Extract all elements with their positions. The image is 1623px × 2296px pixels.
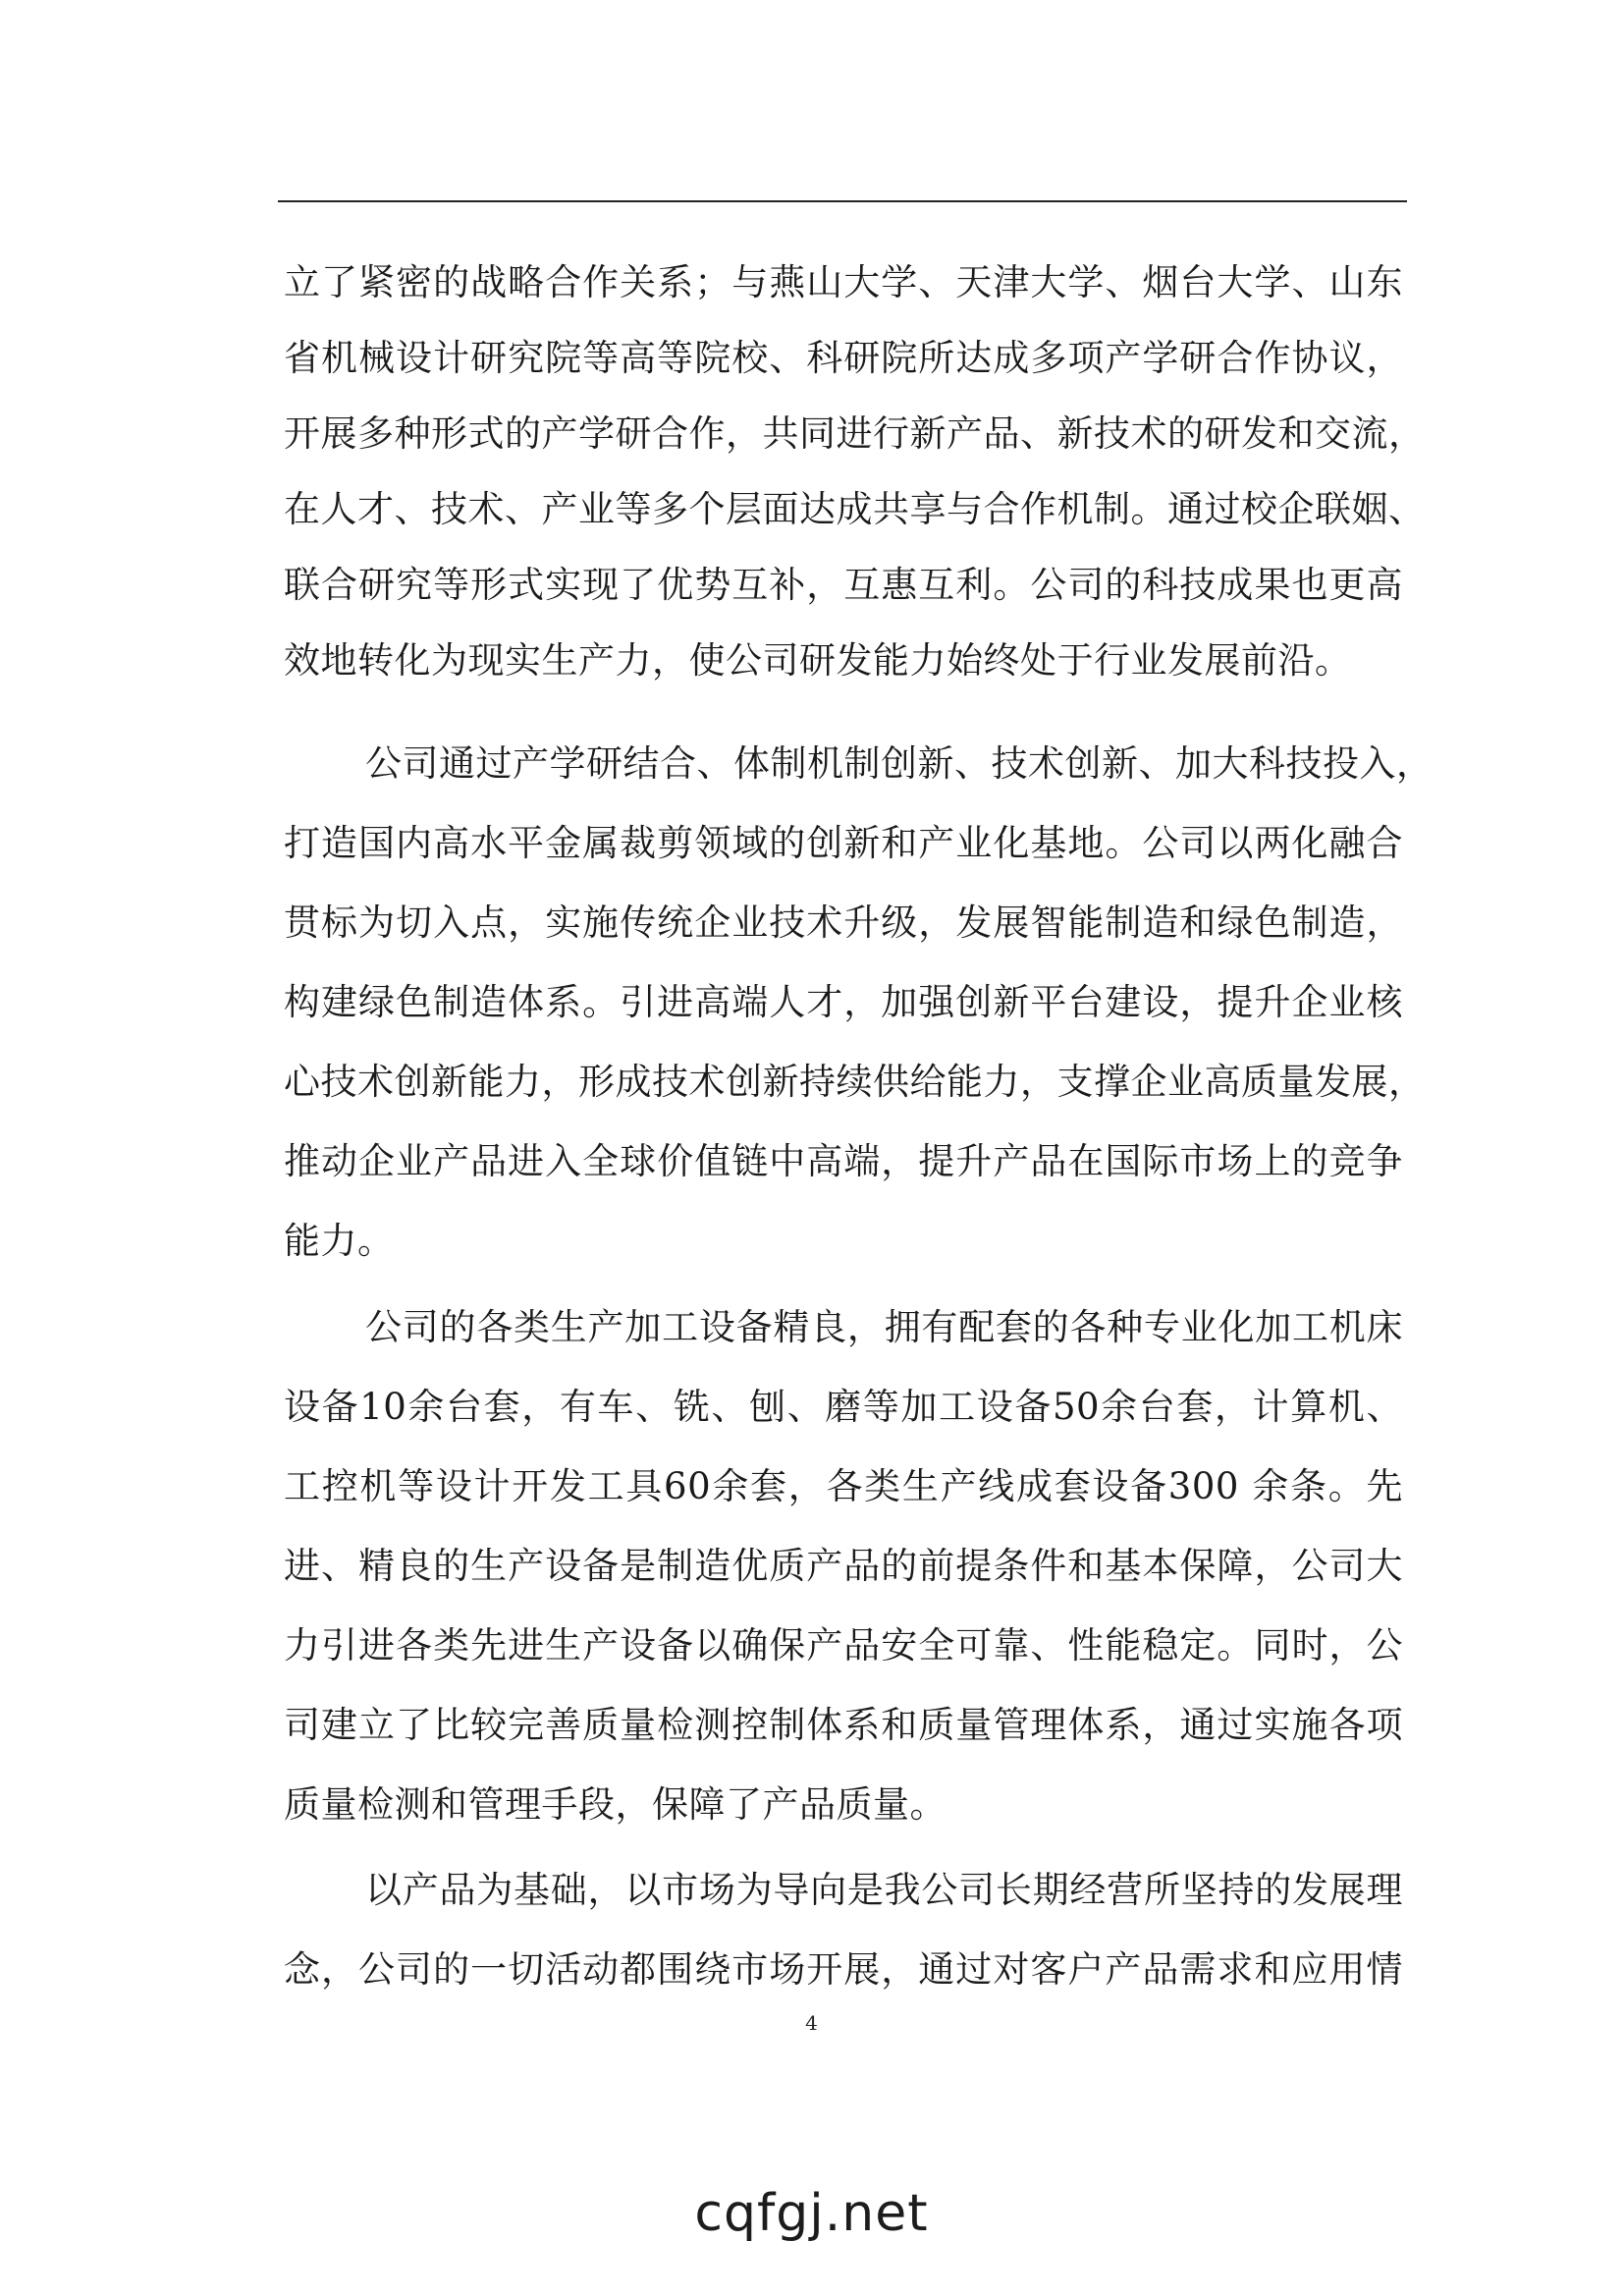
- text-line: 省机械设计研究院等高等院校、科研院所达成多项产学研合作协议，: [284, 337, 1403, 379]
- text-line: 设备10余台套，有车、铣、刨、磨等加工设备50余台套，计算机、: [284, 1386, 1403, 1428]
- text-line: 贯标为切入点，实施传统企业技术升级，发展智能制造和绿色制造，: [284, 902, 1403, 944]
- text-line: 念，公司的一切活动都围绕市场开展，通过对客户产品需求和应用情: [284, 1948, 1403, 1991]
- text-line: 司建立了比较完善质量检测控制体系和质量管理体系，通过实施各项: [284, 1704, 1403, 1746]
- text-line: 能力。: [284, 1220, 395, 1262]
- text-line: 以产品为基础，以市场为导向是我公司长期经营所坚持的发展理: [365, 1869, 1403, 1911]
- text-line: 公司通过产学研结合、体制机制创新、技术创新、加大科技投入，: [365, 742, 1434, 785]
- text-line: 开展多种形式的产学研合作，共同进行新产品、新技术的研发和交流，: [284, 412, 1426, 455]
- text-line: 进、精良的生产设备是制造优质产品的前提条件和基本保障，公司大: [284, 1545, 1403, 1587]
- text-line: 力引进各类先进生产设备以确保产品安全可靠、性能稳定。同时，公: [284, 1624, 1403, 1667]
- text-line: 推动企业产品进入全球价值链中高端，提升产品在国际市场上的竞争: [284, 1140, 1403, 1182]
- text-line: 心技术创新能力，形成技术创新持续供给能力，支撑企业高质量发展，: [284, 1061, 1426, 1103]
- text-line: 效地转化为现实生产力，使公司研发能力始终处于行业发展前沿。: [284, 639, 1352, 682]
- header-rule: [278, 200, 1407, 202]
- watermark-text: cqfgj.net: [694, 2184, 929, 2243]
- text-line: 质量检测和管理手段，保障了产品质量。: [284, 1783, 947, 1826]
- text-line: 构建绿色制造体系。引进高端人才，加强创新平台建设，提升企业核: [284, 981, 1403, 1023]
- text-line: 联合研究等形式实现了优势互补，互惠互利。公司的科技成果也更高: [284, 564, 1403, 606]
- text-line: 在人才、技术、产业等多个层面达成共享与合作机制。通过校企联姻、: [284, 488, 1426, 530]
- page-number: 4: [805, 2011, 818, 2035]
- text-line: 公司的各类生产加工设备精良，拥有配套的各种专业化加工机床: [365, 1306, 1403, 1348]
- text-line: 打造国内高水平金属裁剪领域的创新和产业化基地。公司以两化融合: [284, 822, 1403, 864]
- text-line: 立了紧密的战略合作关系；与燕山大学、天津大学、烟台大学、山东: [284, 261, 1403, 303]
- text-line: 工控机等设计开发工具60余套，各类生产线成套设备300 余条。先: [284, 1465, 1403, 1507]
